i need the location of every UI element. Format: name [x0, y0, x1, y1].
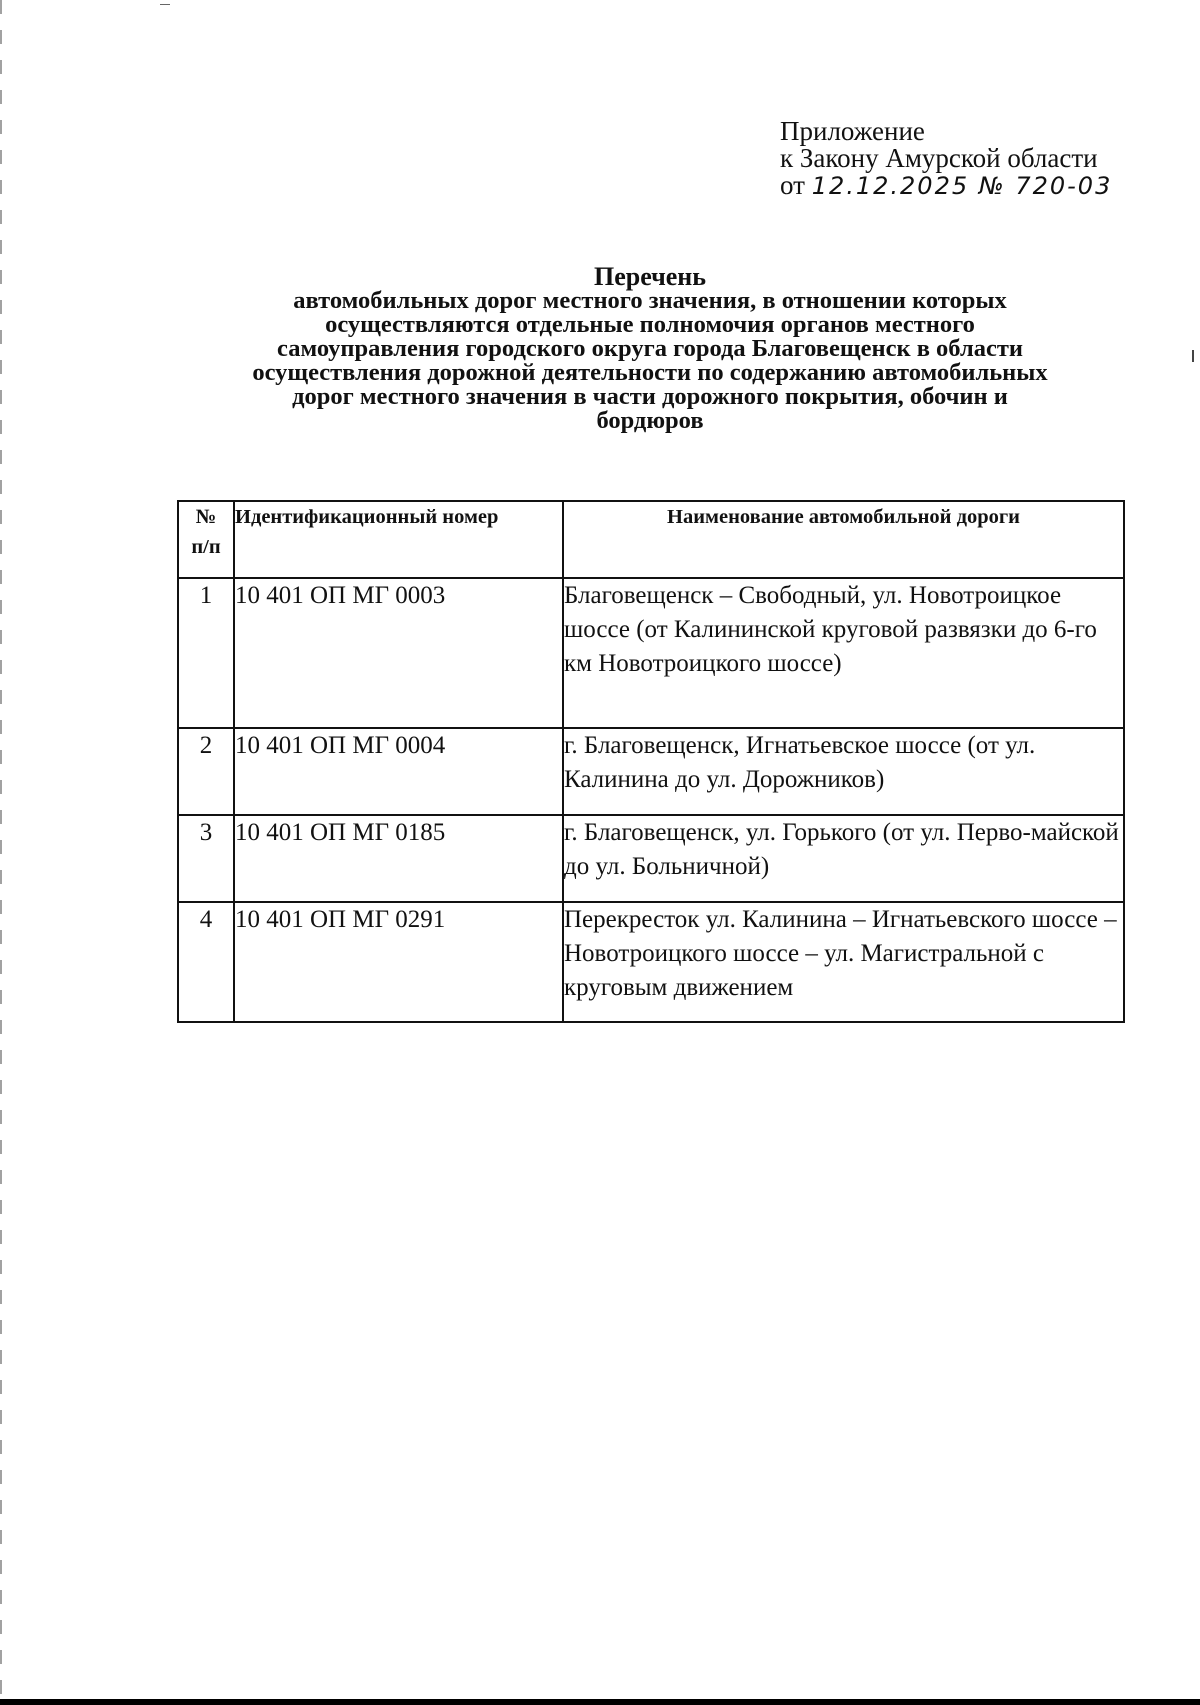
row-name: Перекресток ул. Калинина – Игнатьевского шоссе – Новотроицкого шоссе – ул. Магистральной с круговым движением [563, 902, 1124, 1022]
row-id: 10 401 ОП МГ 0004 [234, 728, 563, 815]
row-name: Благовещенск – Свободный, ул. Новотроицкое шоссе (от Калининской круговой развязки до 6-го км Новотроицкого шоссе) [563, 578, 1124, 728]
table-row [178, 578, 1124, 728]
roads-table [177, 500, 1125, 1023]
scan-mark-right [1192, 350, 1194, 362]
row-id: 10 401 ОП МГ 0185 [234, 815, 563, 902]
scan-bottom-edge [0, 1699, 1200, 1705]
title-line: автомобильных дорог местного значения, в отношении которых [293, 287, 1007, 314]
table-row [178, 815, 1124, 902]
header-id: Идентификационный номер [234, 501, 563, 578]
appendix-date-line [780, 172, 1112, 200]
title-line: бордюров [596, 407, 704, 434]
row-id: 10 401 ОП МГ 0291 [234, 902, 563, 1022]
appendix-title: Приложение [780, 116, 925, 146]
header-number: № п/п [178, 501, 234, 578]
appendix-block [780, 118, 1112, 200]
row-id: 10 401 ОП МГ 0003 [234, 578, 563, 728]
title-line: дорог местного значения в части дорожного покрытия, обочин и [292, 383, 1008, 410]
table-row [178, 728, 1124, 815]
appendix-date-prefix: от [780, 170, 805, 200]
title-line: осуществления дорожной деятельности по содержанию автомобильных [252, 359, 1048, 386]
table-row [178, 902, 1124, 1022]
title-line: самоуправления городского округа города Благовещенск в области [277, 335, 1023, 362]
document-title [175, 262, 1125, 434]
appendix-law: к Закону Амурской области [780, 143, 1098, 173]
row-name: г. Благовещенск, Игнатьевское шоссе (от ул. Калинина до ул. Дорожников) [563, 728, 1124, 815]
row-number: 2 [178, 728, 234, 815]
title-heading: Перечень [593, 262, 707, 291]
row-number: 1 [178, 578, 234, 728]
table-header-row [178, 501, 1124, 578]
row-number: 4 [178, 902, 234, 1022]
row-number: 3 [178, 815, 234, 902]
row-name: г. Благовещенск, ул. Горького (от ул. Перво-майской до ул. Больничной) [563, 815, 1124, 902]
handwritten-date-number: 12.12.2025 № 720-03 [811, 172, 1113, 200]
header-name: Наименование автомобильной дороги [563, 501, 1124, 578]
scan-mark [160, 4, 170, 5]
title-line: осуществляются отдельные полномочия органов местного [325, 311, 975, 338]
scan-left-edge [0, 0, 2, 1705]
